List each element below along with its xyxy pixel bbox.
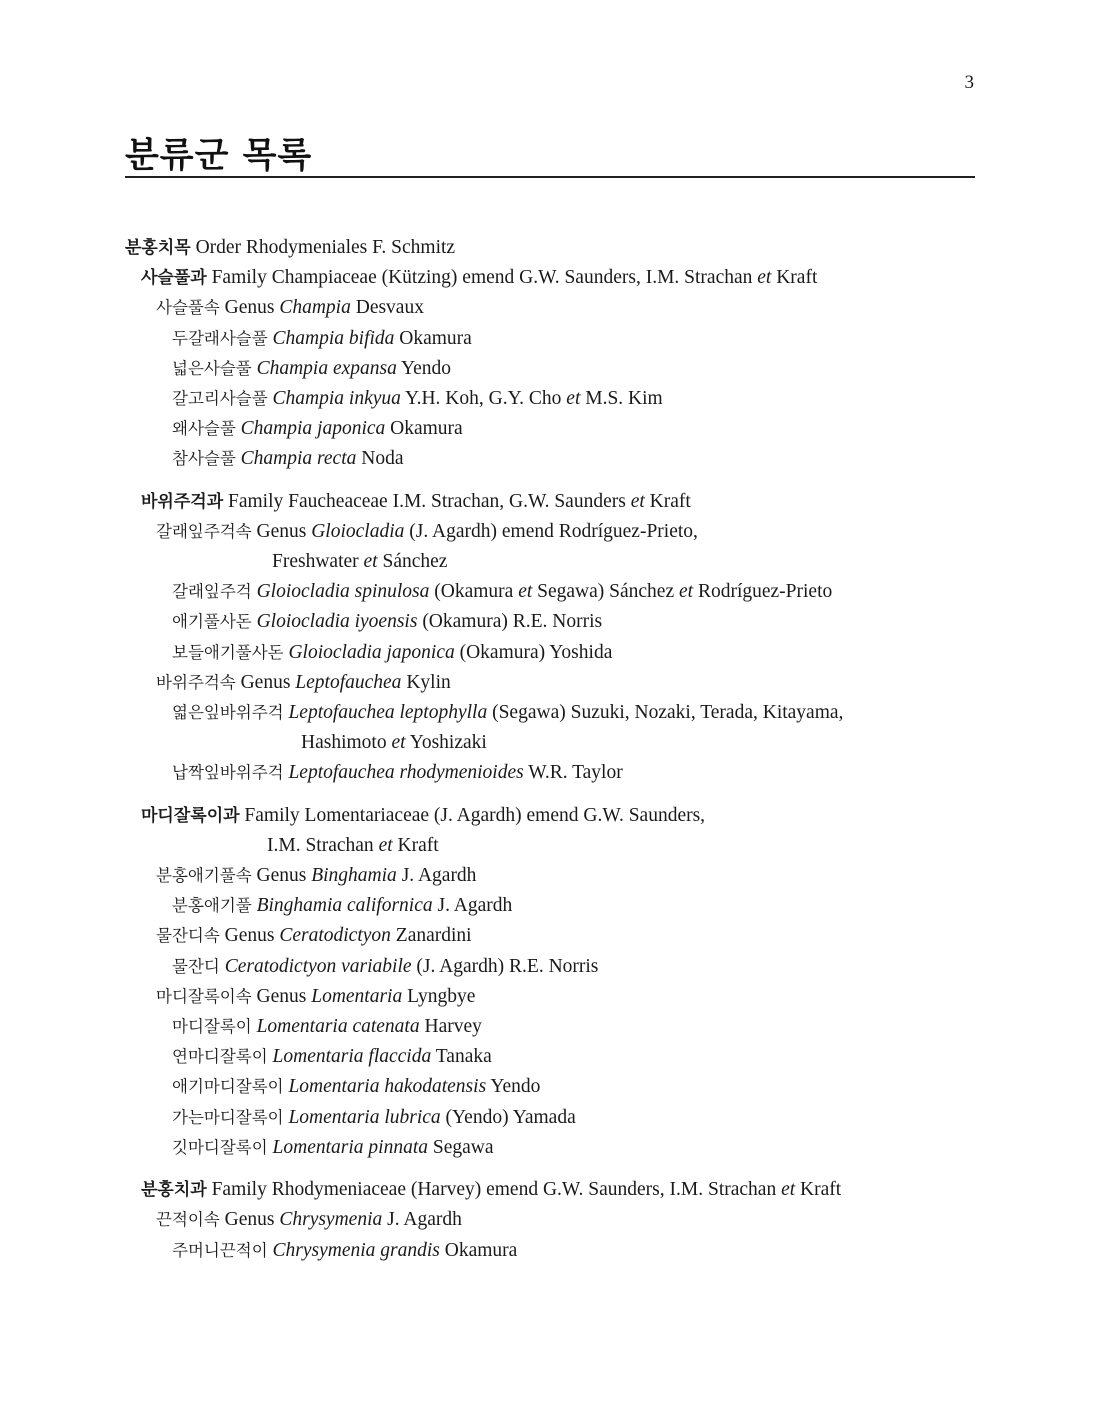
text-segment: Order Rhodymeniales F. Schmitz (195, 237, 456, 258)
text-segment: Family Faucheaceae I.M. Strachan, G.W. Saunders (228, 490, 631, 512)
scientific-name (241, 672, 451, 693)
korean-name: 바위주걱속 (156, 672, 236, 692)
korean-name: 연마디잘록이 (172, 1047, 268, 1067)
scientific-name (228, 491, 691, 512)
italic-text: Lomentaria pinnata (272, 1136, 428, 1158)
scientific-name (273, 328, 472, 349)
species-entry (125, 577, 1005, 607)
italic-text: Gloiocladia japonica (288, 641, 455, 663)
italic-text: Lomentaria (311, 985, 403, 1007)
italic-text: Chrysymenia grandis (272, 1239, 440, 1261)
scientific-name (244, 805, 705, 826)
korean-name: 분홍애기풀속 (156, 866, 252, 886)
text-segment: Segawa) Sánchez (532, 581, 679, 603)
text-segment: (Segawa) Suzuki, Nozaki, Terada, Kitayama, (487, 702, 844, 724)
korean-name: 갈래잎주걱속 (156, 521, 252, 541)
korean-name: 마디잘록이 (172, 1017, 252, 1037)
species-entry (125, 952, 1005, 982)
korean-name: 엷은잎바위주걱 (172, 703, 284, 723)
korean-name: 주머니끈적이 (172, 1240, 268, 1260)
species-entry (125, 384, 1005, 414)
genus-entry (125, 921, 1005, 951)
italic-text: Gloiocladia spinulosa (256, 581, 430, 603)
text-segment: Desvaux (350, 297, 424, 319)
italic-text: Ceratodictyon (279, 925, 391, 947)
scientific-name (273, 388, 663, 409)
text-segment: Sánchez (377, 551, 448, 573)
scientific-name (241, 448, 404, 469)
text-segment: (Okamura) Yoshida (454, 641, 613, 663)
species-entry (125, 354, 1005, 384)
italic-text: et (518, 581, 533, 603)
italic-text: Binghamia californica (256, 895, 433, 917)
text-segment: (Okamura (429, 581, 519, 603)
species-entry (125, 414, 1005, 444)
scientific-name (257, 865, 477, 886)
scientific-name (257, 581, 833, 602)
korean-name: 가는마디잘록이 (172, 1107, 284, 1127)
italic-text: et (378, 834, 393, 856)
taxon-list (125, 233, 1005, 1266)
text-segment: Family Champiaceae (Kützing) emend G.W. Saunders, I.M. Strachan (211, 267, 758, 289)
page-title: 분류군 목록 (125, 136, 313, 176)
scientific-name (212, 1179, 842, 1200)
italic-text: Binghamia (311, 865, 397, 887)
text-segment: Genus (224, 1209, 280, 1231)
korean-name: 물잔디속 (156, 926, 220, 946)
scientific-name (257, 986, 476, 1007)
korean-name: 애기풀사돈 (172, 612, 252, 632)
korean-name: 왜사슬풀 (172, 419, 236, 439)
text-segment: Lyngbye (402, 985, 476, 1007)
scientific-name (257, 521, 698, 542)
genus-entry (125, 1205, 1005, 1235)
text-segment: Genus (256, 865, 312, 887)
korean-name: 참사슬풀 (172, 449, 236, 469)
text-segment: Okamura (394, 327, 472, 349)
genus-entry (125, 982, 1005, 1012)
text-segment: Genus (224, 297, 280, 319)
scientific-name (288, 762, 622, 783)
scientific-name (288, 1076, 540, 1097)
species-entry (125, 1012, 1005, 1042)
scientific-name (288, 642, 612, 663)
text-segment: Okamura (385, 418, 463, 440)
italic-text: et (391, 732, 406, 754)
family-entry (125, 1175, 1005, 1205)
korean-name: 마디잘록이과 (141, 805, 240, 826)
italic-text: Champia bifida (272, 327, 395, 349)
korean-name: 사슬풀속 (156, 298, 220, 318)
scientific-name (196, 237, 455, 258)
species-entry (125, 324, 1005, 354)
korean-name: 바위주걱과 (141, 491, 224, 512)
text-segment: Genus (224, 925, 280, 947)
species-entry (125, 758, 1005, 788)
scientific-name (225, 297, 424, 318)
text-segment: I.M. Strachan (267, 834, 379, 856)
italic-text: et (630, 490, 645, 512)
text-segment: (J. Agardh) R.E. Norris (411, 955, 599, 977)
species-entry (125, 1042, 1005, 1072)
text-segment: Genus (256, 985, 312, 1007)
species-entry (125, 444, 1005, 474)
species-entry (125, 1103, 1005, 1133)
italic-text: Lomentaria flaccida (272, 1046, 432, 1068)
scientific-name (241, 418, 463, 439)
italic-text: Leptofauchea rhodymenioides (288, 762, 524, 784)
text-segment: Segawa (427, 1136, 494, 1158)
text-segment: Okamura (439, 1239, 518, 1261)
scientific-name (273, 1046, 492, 1067)
text-segment: W.R. Taylor (523, 762, 623, 784)
italic-text: Champia inkyua (272, 388, 401, 410)
korean-name: 분홍치과 (141, 1180, 207, 1201)
species-entry (125, 1133, 1005, 1163)
text-segment: Family Rhodymeniaceae (Harvey) emend G.W. Saunders, I.M. Strachan (211, 1179, 782, 1201)
text-segment: Yoshizaki (405, 732, 487, 754)
korean-name: 보들애기풀사돈 (172, 642, 284, 662)
text-segment: (J. Agardh) emend Rodríguez-Prieto, (404, 520, 698, 542)
text-segment: Genus (240, 671, 296, 693)
korean-name: 납짝잎바위주걱 (172, 763, 284, 783)
italic-text: Champia (279, 297, 351, 319)
genus-entry (125, 293, 1005, 323)
text-segment: (Yendo) Yamada (440, 1106, 576, 1128)
page-number: 3 (964, 72, 974, 93)
scientific-name (273, 1137, 494, 1158)
italic-text: et (566, 388, 581, 410)
scientific-name (257, 358, 451, 379)
text-segment: (Okamura) R.E. Norris (417, 611, 603, 633)
italic-text: et (679, 581, 694, 603)
family-entry (125, 263, 1005, 293)
species-entry (125, 1236, 1005, 1266)
korean-name: 애기마디잘록이 (172, 1077, 284, 1097)
italic-text: Lomentaria lubrica (288, 1106, 441, 1128)
italic-text: Leptofauchea leptophylla (288, 702, 488, 724)
korean-name: 분홍치목 (125, 238, 191, 258)
korean-name: 갈고리사슬풀 (172, 389, 268, 409)
text-segment: Genus (256, 520, 312, 542)
italic-text: Gloiocladia (311, 520, 405, 542)
korean-name: 두갈래사슬풀 (172, 328, 268, 348)
text-segment: Y.H. Koh, G.Y. Cho (400, 388, 567, 410)
title-divider (125, 176, 975, 178)
scientific-name (273, 1240, 518, 1261)
scientific-name (288, 1107, 575, 1128)
text-segment: J. Agardh (396, 865, 477, 887)
korean-name: 사슬풀과 (141, 268, 207, 289)
scientific-name (225, 956, 599, 977)
italic-text: et (363, 551, 378, 573)
species-entry (125, 891, 1005, 921)
korean-name: 마디잘록이속 (156, 986, 252, 1006)
scientific-name (257, 1016, 482, 1037)
text-segment: Kraft (795, 1179, 842, 1201)
text-segment: Noda (356, 448, 404, 470)
order-entry (125, 233, 1005, 263)
korean-name: 끈적이속 (156, 1210, 220, 1230)
italic-text: Champia expansa (256, 357, 397, 379)
italic-text: et (757, 267, 772, 289)
text-segment: Kraft (392, 834, 439, 856)
text-segment: Harvey (419, 1016, 482, 1038)
name-continuation (172, 728, 1005, 758)
scientific-name (212, 267, 818, 288)
text-segment: Yendo (396, 357, 452, 379)
genus-entry (125, 668, 1005, 698)
family-entry (125, 487, 1005, 517)
italic-text: Lomentaria catenata (256, 1016, 420, 1038)
text-segment: J. Agardh (432, 895, 513, 917)
scientific-name (257, 895, 513, 916)
scientific-name (288, 702, 843, 723)
italic-text: Gloiocladia iyoensis (256, 611, 418, 633)
text-segment: Family Lomentariaceae (J. Agardh) emend G.W. Saunders, (244, 804, 706, 826)
text-segment: Yendo (486, 1076, 541, 1098)
species-entry (125, 1072, 1005, 1102)
text-segment: Hashimoto (301, 732, 392, 754)
italic-text: et (781, 1179, 796, 1201)
name-continuation (141, 831, 1005, 861)
korean-name: 깃마디잘록이 (172, 1137, 268, 1157)
italic-text: Lomentaria hakodatensis (288, 1076, 487, 1098)
text-segment: M.S. Kim (580, 388, 663, 410)
genus-entry (125, 517, 1005, 577)
text-segment: Freshwater (272, 551, 364, 573)
genus-entry (125, 861, 1005, 891)
korean-name: 분홍애기풀 (172, 896, 252, 916)
text-segment: Kylin (401, 671, 451, 693)
text-segment: Rodríguez-Prieto (693, 581, 833, 603)
species-entry (125, 607, 1005, 637)
text-segment: Tanaka (431, 1046, 492, 1068)
species-entry (125, 698, 1005, 758)
text-segment: Kraft (771, 267, 818, 289)
italic-text: Chrysymenia (279, 1209, 383, 1231)
name-continuation (156, 547, 1005, 577)
text-segment: J. Agardh (382, 1209, 462, 1231)
scientific-name (225, 1209, 462, 1230)
korean-name: 물잔디 (172, 956, 220, 976)
korean-name: 갈래잎주걱 (172, 582, 252, 602)
italic-text: Leptofauchea (295, 671, 402, 693)
species-entry (125, 638, 1005, 668)
italic-text: Champia japonica (240, 418, 386, 440)
scientific-name (257, 611, 603, 632)
scientific-name (225, 925, 472, 946)
korean-name: 넓은사슬풀 (172, 358, 252, 378)
italic-text: Champia recta (240, 448, 357, 470)
text-segment: Zanardini (390, 925, 472, 947)
family-entry (125, 801, 1005, 861)
italic-text: Ceratodictyon variabile (224, 955, 412, 977)
text-segment: Kraft (644, 490, 691, 512)
